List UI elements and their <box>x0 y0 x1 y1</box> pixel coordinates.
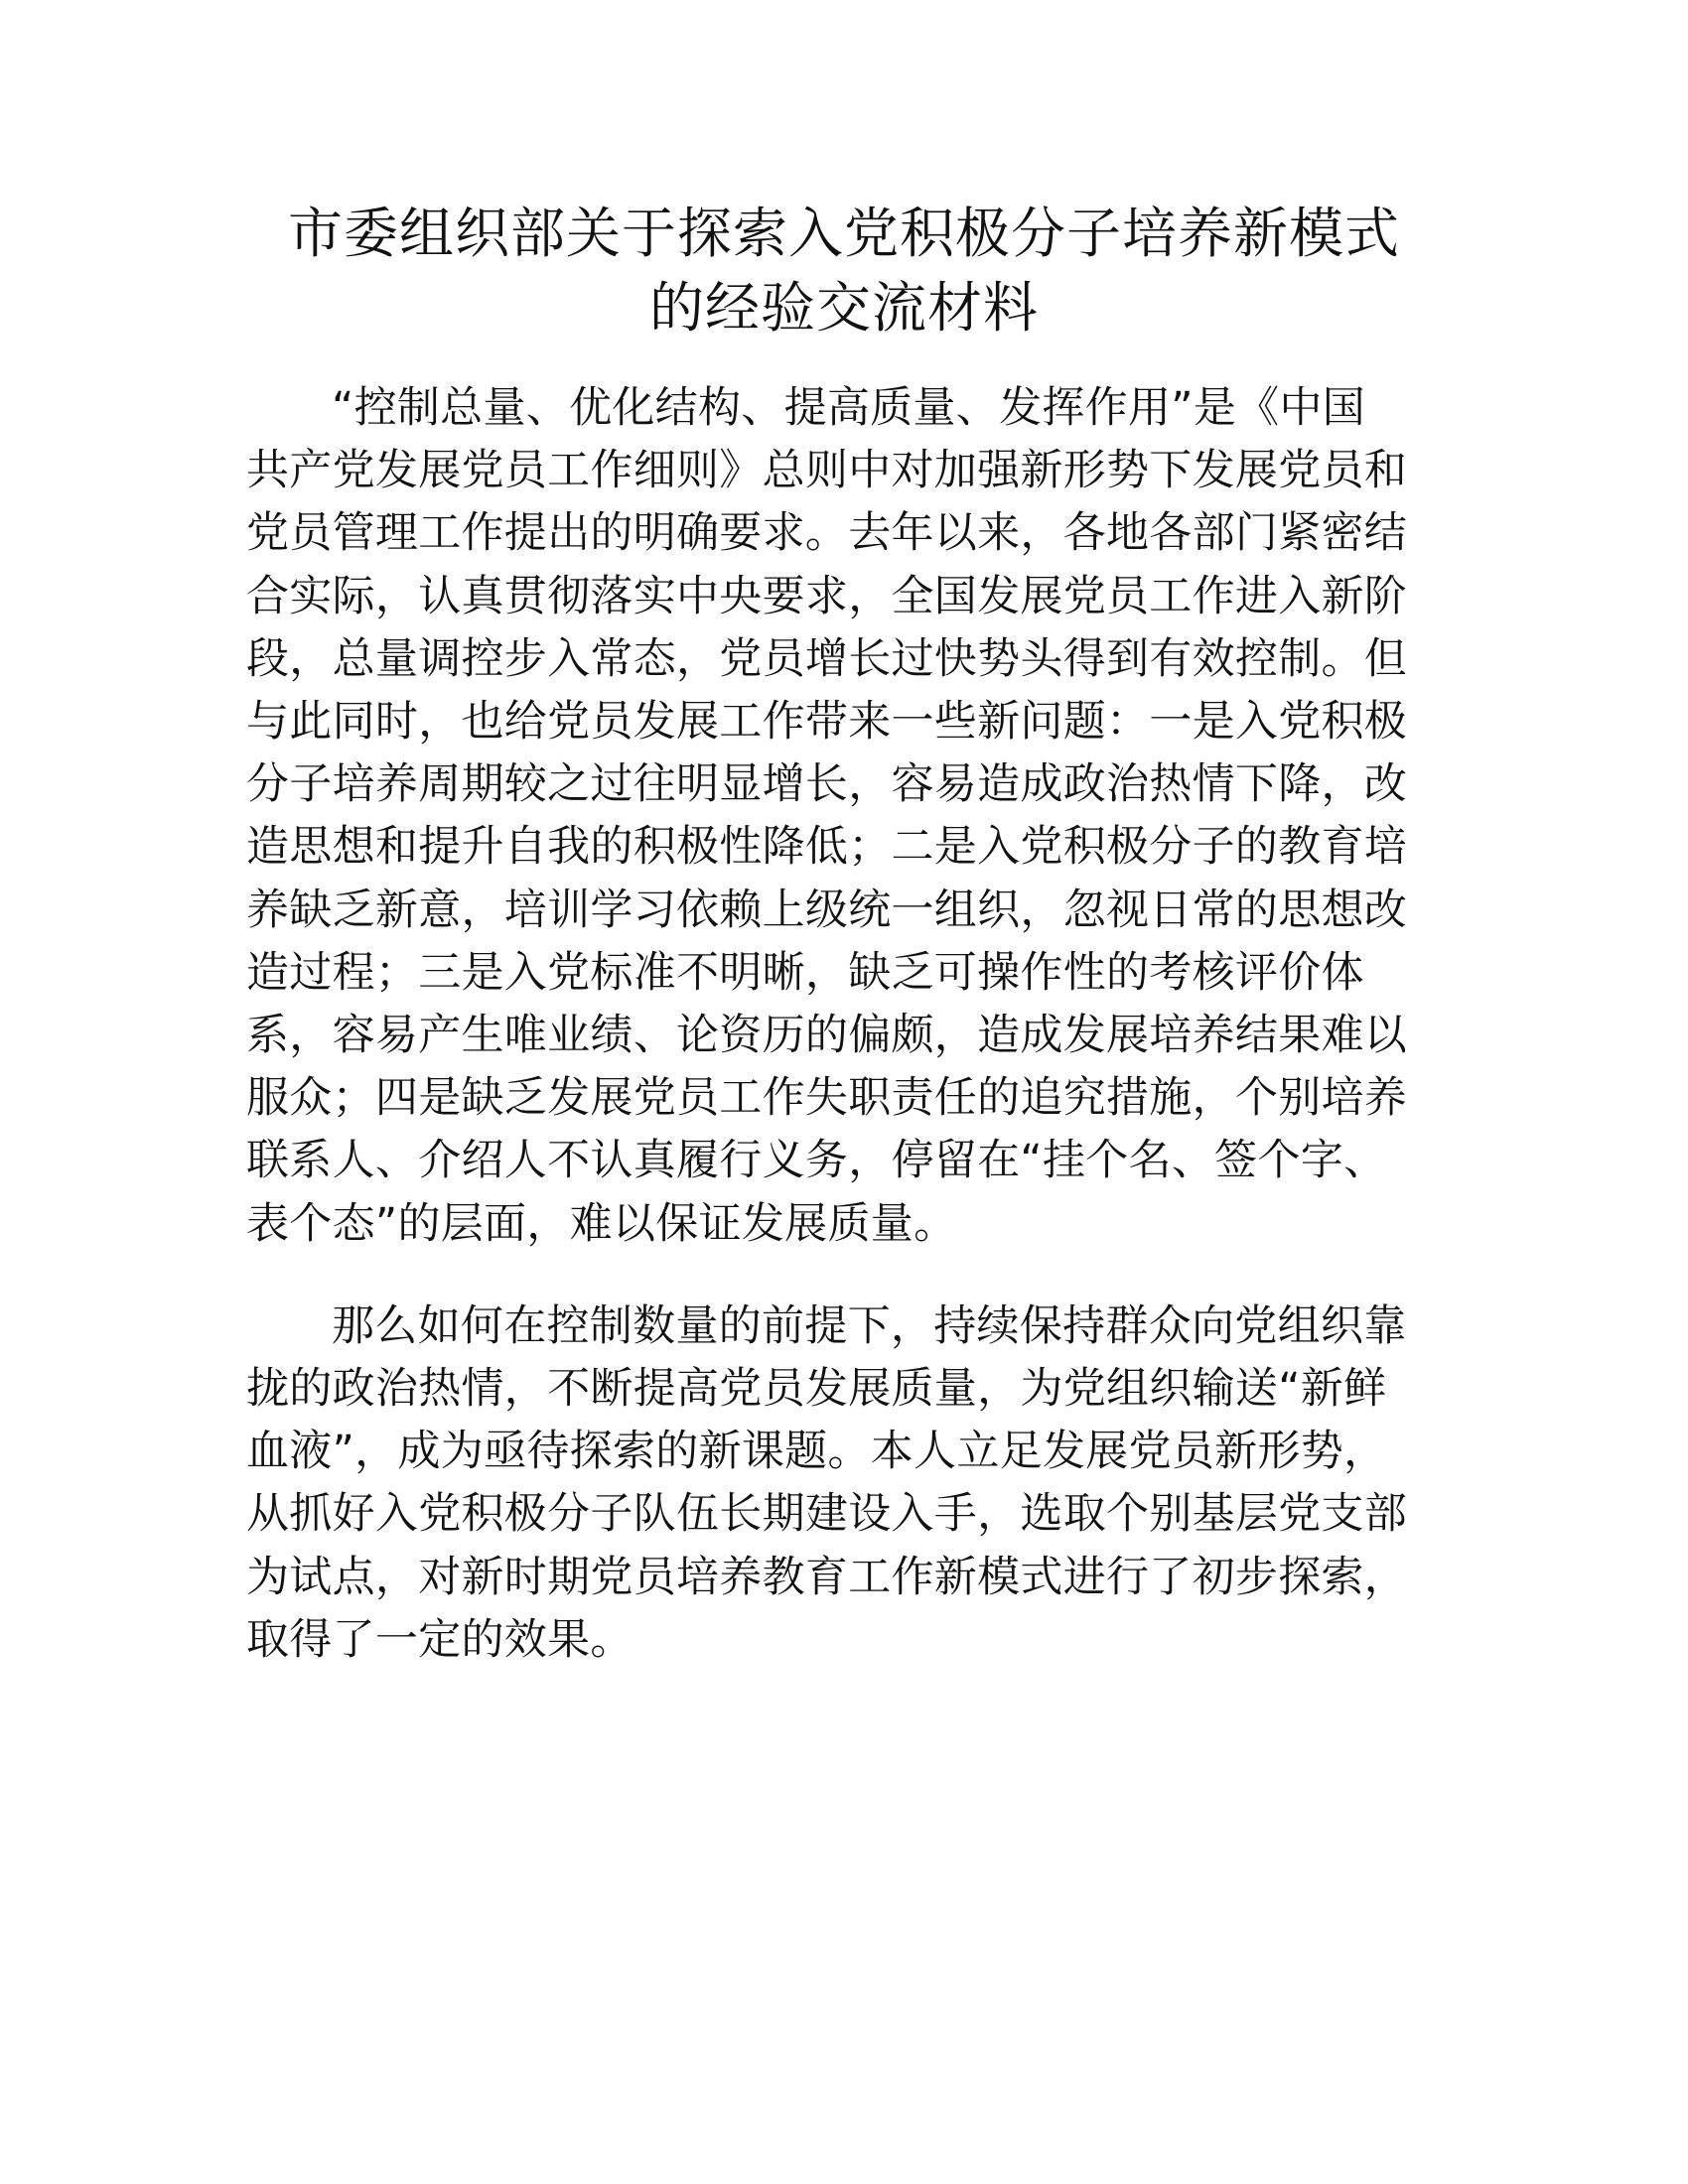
document-body <box>246 377 1450 1672</box>
text-line: 养缺乏新意，培训学习依赖上级统一组织，忽视日常的思想改 <box>246 885 1408 935</box>
text-line: 那么如何在控制数量的前提下，持续保持群众向党组织靠 <box>332 1300 1407 1351</box>
title-line: 的经验交流材料 <box>648 276 1039 340</box>
text-line: 党员管理工作提出的明确要求。去年以来，各地各部门紧密结 <box>246 508 1408 559</box>
text-line: 合实际，认真贯彻落实中央要求，全国发展党员工作进入新阶 <box>246 571 1408 621</box>
title-line: 市委组织部关于探索入党积极分子培养新模式 <box>287 202 1400 265</box>
text-line: 从抓好入党积极分子队伍长期建设入手，选取个别基层党支部 <box>246 1489 1408 1540</box>
text-line: 为试点，对新时期党员培养教育工作新模式进行了初步探索， <box>246 1552 1408 1602</box>
paragraph-2 <box>246 1296 1450 1672</box>
text-line: 造过程；三是入党标准不明晰，缺乏可操作性的考核评价体 <box>246 947 1364 998</box>
text-line: 共产党发展党员工作细则》总则中对加强新形势下发展党员和 <box>246 446 1408 496</box>
text-line: 分子培养周期较之过往明显增长，容易造成政治热情下降，改 <box>246 759 1408 810</box>
text-line: 段，总量调控步入常态，党员增长过快势头得到有效控制。但 <box>246 633 1408 684</box>
text-line: 造思想和提升自我的积极性降低；二是入党积极分子的教育培 <box>246 822 1408 873</box>
text-line: 取得了一定的效果。 <box>246 1614 633 1665</box>
paragraph-1 <box>246 377 1450 1256</box>
text-line: 表个态”的层面，难以保证发展质量。 <box>246 1198 957 1249</box>
text-line: 服众；四是缺乏发展党员工作失职责任的追究措施，个别培养 <box>246 1073 1408 1124</box>
text-line: 联系人、介绍人不认真履行义务，停留在“挂个名、签个字、 <box>246 1136 1387 1186</box>
document-title <box>199 197 1489 345</box>
text-line: 与此同时，也给党员发展工作带来一些新问题：一是入党积极 <box>246 697 1408 748</box>
text-line: 拢的政治热情，不断提高党员发展质量，为党组织输送“新鲜 <box>246 1364 1387 1415</box>
text-line: 血液”，成为亟待探索的新课题。本人立足发展党员新形势， <box>246 1427 1387 1477</box>
text-line: “控制总量、优化结构、提高质量、发挥作用”是《中国 <box>332 383 1366 433</box>
text-line: 系，容易产生唯业绩、论资历的偏颇，造成发展培养结果难以 <box>246 1011 1408 1061</box>
